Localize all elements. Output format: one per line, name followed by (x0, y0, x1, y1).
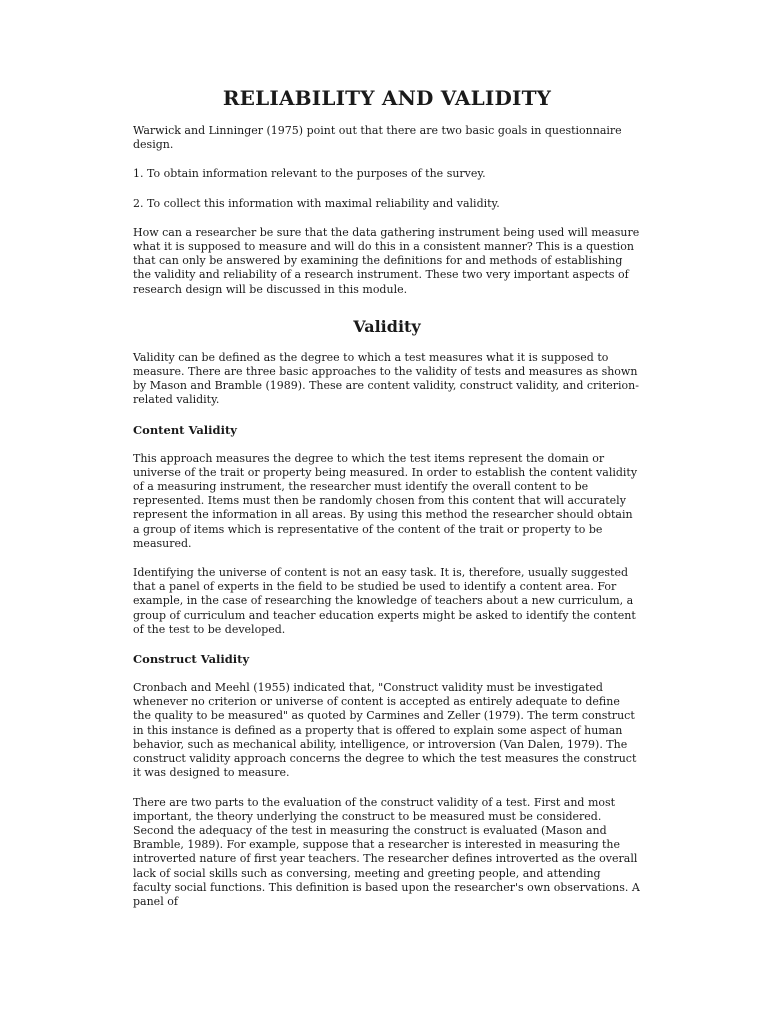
document-page (133, 86, 641, 923)
content-paragraph-2: Identifying the universe of content is not an easy task. It is, therefore, usually suggested that a panel of experts in the field to be studied be used to identify a content area. For example, in the case of researching the knowledge of teachers about a new curriculum, a group of curriculum and teacher education experts might be asked to identify the content of the test to be developed. (133, 566, 636, 636)
intro-paragraph: Warwick and Linninger (1975) point out that there are two basic goals in questionnaire design. (133, 124, 622, 152)
content-paragraph-1: This approach measures the degree to which the test items represent the domain or universe of the trait or property being measured. In order to establish the content validity of a measuring instrument, the researcher must identify the overall content to be represented. Items must then be randomly chosen from this content that will accurately represent the information in all areas. By using this method the researcher should obtain a group of items which is representative of the content of the trait or property to be measured. (133, 451, 638, 550)
goal-one: 1. To obtain information relevant to the purposes of the survey. (133, 167, 486, 181)
page-title: RELIABILITY AND VALIDITY (222, 86, 552, 110)
construct-paragraph-2: There are two parts to the evaluation of the construct validity of a test. First and most important, the theory underlying the construct to be measured must be considered. Second the adequacy of the test in measuring the construct is evaluated (Mason and Bramble, 1989). For example, suppose that a researcher is interested in measuring the introverted nature of first year teachers. The researcher defines introverted as the overall lack of social skills such as conversing, meeting and greeting people, and attending faculty social functions. This definition is based upon the researcher's own observations. A panel of (133, 795, 640, 908)
content-validity-heading: Content Validity (133, 422, 237, 437)
question-paragraph: How can a researcher be sure that the data gathering instrument being used will measure what it is supposed to measure and will do this in a consistent manner? This is a question that can only be answered by examining the definitions for and methods of establishing the validity and reliability of a research instrument. These two very important aspects of research design will be discussed in this module. (133, 225, 640, 296)
goal-two: 2. To collect this information with maximal reliability and validity. (133, 196, 500, 210)
construct-validity-heading: Construct Validity (133, 652, 250, 667)
construct-paragraph-1: Cronbach and Meehl (1955) indicated that, "Construct validity must be investigated whenever no criterion or universe of content is accepted as entirely adequate to define the quality to be measured" as quoted by Carmines and Zeller (1979). The term construct in this instance is defined as a property that is offered to explain some aspect of human behavior, such as mechanical ability, intelligence, or introversion (Van Dalen, 1979). The construct validity approach concerns the degree to which the test measures the construct it was designed to measure. (133, 681, 637, 780)
validity-paragraph: Validity can be defined as the degree to which a test measures what it is supposed to measure. There are three basic approaches to the validity of tests and measures as shown by Mason and Bramble (1989). These are content validity, construct validity, and criterion-related validity. (133, 350, 639, 407)
validity-heading: Validity (353, 316, 421, 336)
